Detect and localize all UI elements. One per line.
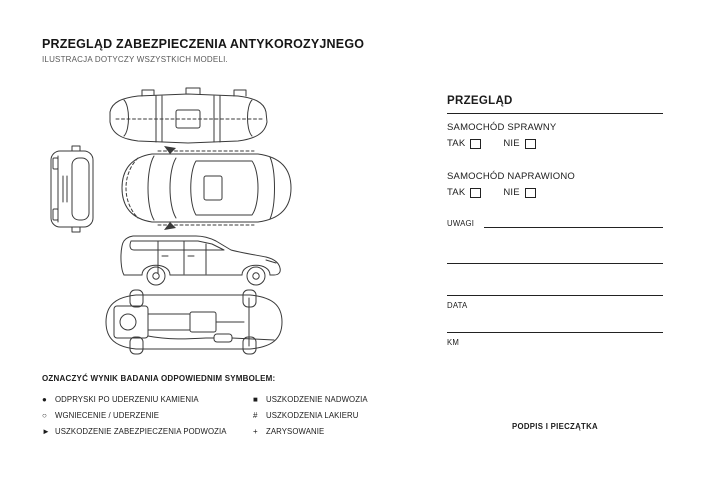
sprawny-nie-checkbox[interactable] — [525, 139, 536, 149]
uwagi-label: UWAGI — [447, 219, 475, 228]
legend-item — [42, 423, 253, 439]
legend-item — [253, 391, 368, 407]
legend-item-label: ODPRYSKI PO UDERZENIU KAMIENIA — [55, 394, 199, 404]
legend-item-label: USZKODZENIE NADWOZIA — [266, 394, 368, 404]
notes-line-2 — [447, 263, 663, 264]
inspection-heading: PRZEGLĄD — [447, 95, 513, 107]
legend-item — [42, 391, 253, 407]
tak-label: TAK — [447, 187, 466, 198]
hash-icon: # — [253, 410, 258, 420]
legend-item-label: WGNIECENIE / UDERZENIE — [55, 410, 160, 420]
km-label: KM — [447, 338, 460, 347]
naprawiono-tak-checkbox[interactable] — [470, 188, 481, 198]
filled-square-icon: ■ — [253, 394, 258, 404]
notes-line-1 — [484, 219, 663, 228]
nie-label: NIE — [503, 138, 520, 149]
legend-heading: OZNACZYĆ WYNIK BADANIA ODPOWIEDNIM SYMBOLEM: — [42, 374, 276, 383]
legend-item-label: ZARYSOWANIE — [266, 426, 325, 436]
car-floorpan-view — [110, 88, 267, 143]
page-title: PRZEGLĄD ZABEZPIECZENIA ANTYKOROZYJNEGO — [42, 37, 365, 51]
legend-item-label: USZKODZENIA LAKIERU — [266, 410, 359, 420]
car-side-view — [121, 236, 280, 285]
km-line — [447, 332, 663, 333]
legend-item — [42, 407, 253, 423]
sprawny-tak-checkbox[interactable] — [470, 139, 481, 149]
notes-row — [447, 219, 663, 228]
signature-label: PODPIS I PIECZĄTKA — [512, 422, 598, 431]
open-circle-icon: ○ — [42, 410, 47, 420]
date-line — [447, 295, 663, 296]
plus-icon: + — [253, 426, 258, 436]
heading-divider — [447, 113, 663, 114]
question-naprawiono-answers — [447, 187, 536, 198]
legend-item — [253, 423, 368, 439]
car-front-view — [51, 146, 93, 232]
page-subtitle: ILUSTRACJA DOTYCZY WSZYSTKICH MODELI. — [42, 55, 228, 64]
naprawiono-nie-checkbox[interactable] — [525, 188, 536, 198]
legend — [42, 391, 446, 439]
car-top-view — [122, 146, 291, 230]
question-naprawiono-label: SAMOCHÓD NAPRAWIONO — [447, 171, 576, 182]
inspection-panel — [447, 95, 663, 480]
nie-label: NIE — [503, 187, 520, 198]
car-diagrams — [38, 84, 338, 362]
question-sprawny-answers — [447, 138, 536, 149]
filled-triangle-icon: ► — [42, 426, 51, 436]
data-label: DATA — [447, 301, 468, 310]
question-sprawny-label: SAMOCHÓD SPRAWNY — [447, 122, 557, 133]
legend-item — [253, 407, 368, 423]
car-underbody-view — [106, 290, 282, 354]
legend-item-label: USZKODZENIE ZABEZPIECZENIA PODWOZIA — [55, 426, 227, 436]
filled-circle-icon: ● — [42, 394, 47, 404]
tak-label: TAK — [447, 138, 466, 149]
